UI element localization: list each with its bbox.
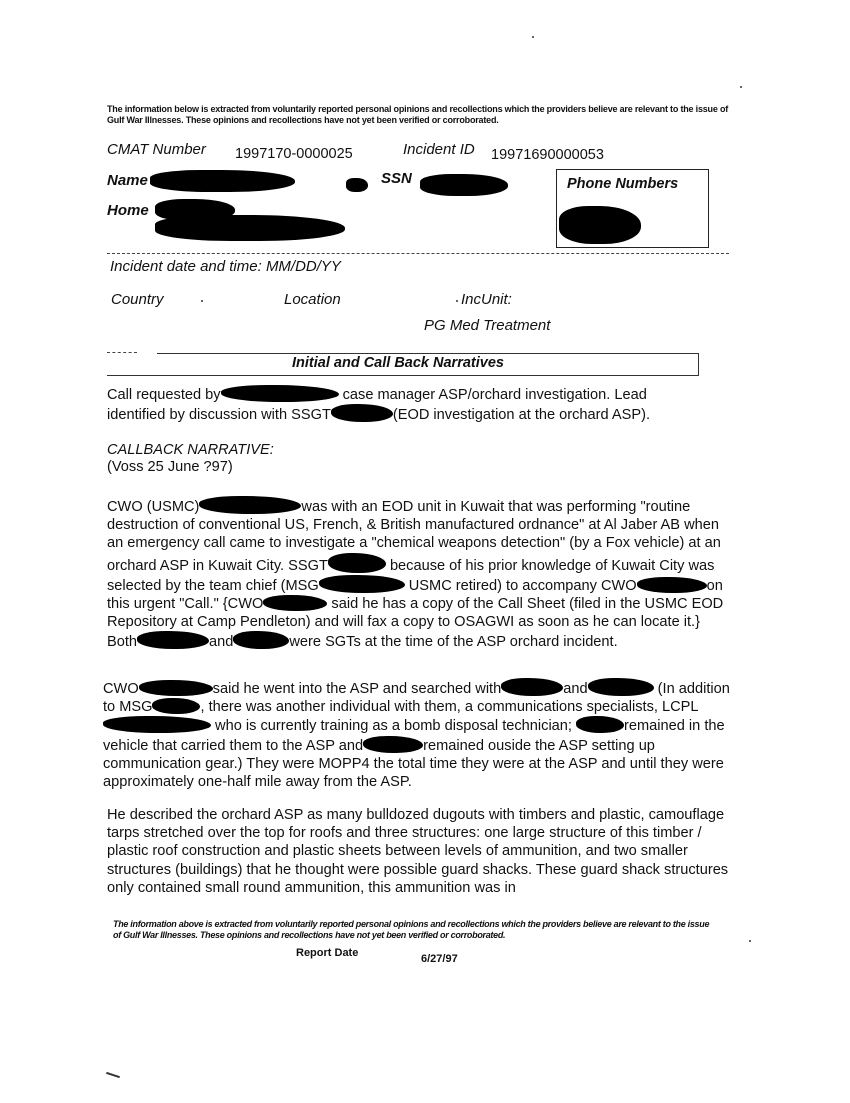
incident-id-value: 19971690000053 — [491, 147, 604, 163]
narrative-text: CWO — [103, 681, 139, 697]
ssn-label: SSN — [381, 170, 412, 187]
redaction — [139, 680, 213, 696]
cmat-number-value: 1997170-0000025 — [235, 146, 353, 162]
redaction — [501, 678, 563, 696]
redaction — [328, 553, 386, 573]
report-date-value: 6/27/97 — [421, 953, 458, 965]
narrative-text: said he went into the ASP and searched with — [212, 681, 502, 697]
narrative-text: Call requested by — [107, 387, 221, 403]
redaction — [137, 631, 209, 649]
report-date-label: Report Date — [296, 947, 359, 959]
incunit-label: IncUnit: — [461, 291, 512, 308]
narrative-text: who is currently training as a bomb disposal technician; — [211, 718, 577, 735]
phone-redaction — [559, 206, 641, 244]
footer-disclaimer: The information above is extracted from voluntarily reported personal opinions and recollections which the providers believe are relevant to the issue of Gulf War Illnesses. These opinions and recollections have not yet been verified or corroborated. — [113, 919, 710, 940]
redaction — [363, 736, 423, 753]
ssn-redaction — [420, 174, 508, 196]
section-title: Initial and Call Back Narratives — [292, 355, 504, 371]
location-label: Location — [284, 291, 341, 308]
narrative-paragraph-1 — [107, 385, 707, 424]
home-redaction-2 — [155, 215, 345, 241]
narrative-text: (EOD investigation at the orchard ASP). — [392, 407, 651, 424]
section-top-rule — [157, 353, 699, 354]
redaction — [103, 716, 211, 733]
pg-med-treatment-label: PG Med Treatment — [424, 317, 551, 334]
phone-numbers-box — [556, 169, 709, 248]
narrative-text: , there was another individual with them, a communications specialists, LCPL — [200, 699, 699, 716]
redaction — [199, 496, 301, 514]
home-label: Home — [107, 202, 149, 219]
speck — [201, 300, 203, 302]
section-right-edge — [698, 353, 699, 375]
callback-subheading: (Voss 25 June ?97) — [107, 459, 233, 475]
divider-dashed — [107, 253, 729, 254]
narrative-text: USMC retired) to accompany CWO — [404, 577, 637, 594]
narrative-text: were SGTs at the time of the ASP orchard incident. — [289, 634, 618, 651]
redaction — [576, 716, 624, 733]
redaction — [588, 678, 654, 696]
incident-id-label: Incident ID — [403, 141, 475, 158]
speck — [456, 300, 458, 302]
narrative-text: and — [563, 681, 588, 697]
narrative-text: CWO (USMC) — [107, 499, 200, 515]
cmat-number-label: CMAT Number — [107, 141, 206, 158]
narrative-text: on this urgent "Call." {CWO — [107, 577, 723, 613]
scan-speck — [740, 86, 742, 88]
header-disclaimer: The information below is extracted from voluntarily reported personal opinions and recollections which the providers believe are relevant to the issue of Gulf War Illnesses. These opinions and recollections have not yet been verified or corroborated. — [107, 104, 729, 125]
phone-numbers-label: Phone Numbers — [567, 176, 679, 192]
redaction — [637, 577, 707, 593]
redaction — [331, 404, 393, 422]
narrative-text: case manager ASP/orchard investigation. Lead identified by discussion with SSGT — [107, 387, 647, 424]
redaction — [263, 595, 327, 611]
narrative-text: because of his prior knowledge of Kuwait City was selected by the team chief (MSG — [107, 557, 715, 594]
narrative-paragraph-3 — [103, 678, 733, 791]
name-redaction — [150, 170, 295, 192]
narrative-paragraph-4: He described the orchard ASP as many bulldozed dugouts with timbers and plastic, camouflage tarps stretched over the top for roofs and three structures: one large structure of this timber / plastic roof construction and plastic sheets between levels of ammunition, and two smaller structures (buildings) that he thought were possible guard shacks. These guard shack structures only contained small round ammunition, this ammunition was in — [107, 807, 729, 896]
narrative-paragraph-2 — [107, 496, 732, 652]
narrative-text: remained in the vehicle that carried them to the ASP and — [103, 718, 725, 754]
incident-date-label-text: Incident date and time: — [110, 258, 262, 275]
incident-date-value: MM/DD/YY — [265, 258, 341, 275]
narrative-text: and — [209, 634, 234, 651]
scan-speck — [749, 940, 751, 942]
scan-speck — [532, 36, 534, 38]
name-label: Name — [107, 172, 148, 189]
incident-date-label — [110, 258, 341, 275]
narrative-text: remained ouside the ASP setting up communication gear.) They were MOPP4 the total time they were at the ASP and until they were approximately one-half mile away from the ASP. — [103, 737, 724, 791]
redaction — [233, 631, 289, 649]
narrative-text: (In addition to MSG — [103, 681, 730, 716]
name-redaction-mark — [346, 178, 368, 192]
narrative-text: was with an EOD unit in Kuwait that was performing "routine destruction of conventional US, French, & British manufactured ordnance" at Al Jaber AB when an emergency call came to investigate a "chemical weapons detection" (by a Fox vehicle) at an orchard ASP in Kuwait City. SSGT — [107, 499, 721, 574]
redaction — [152, 698, 200, 714]
narrative-text: said he has a copy of the Call Sheet (filed in the USMC EOD Repository at Camp Pendleton) and will fax a copy to OSAGWI as soon as he can locate it.} Both — [107, 596, 724, 651]
callback-heading: CALLBACK NARRATIVE: — [107, 442, 274, 458]
section-left-dash — [107, 352, 137, 353]
section-bottom-rule — [107, 375, 699, 376]
country-label: Country — [111, 291, 164, 308]
redaction — [221, 385, 339, 402]
scan-mark — [106, 1072, 120, 1078]
redaction — [319, 575, 405, 593]
